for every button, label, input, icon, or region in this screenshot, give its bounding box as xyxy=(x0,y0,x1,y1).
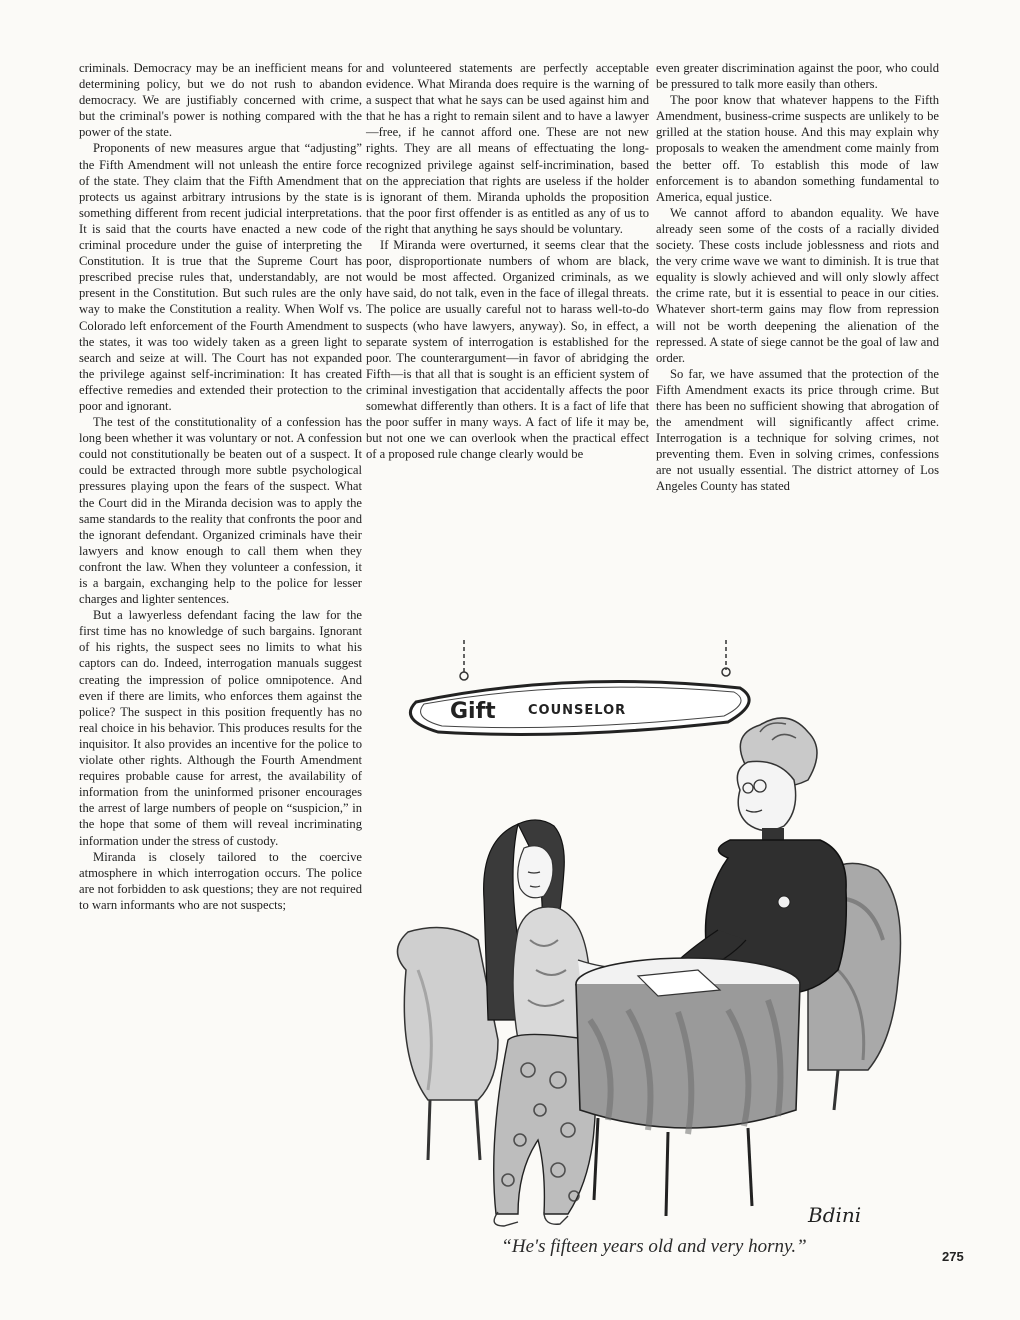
paragraph: If Miranda were overturned, it seems clear that the poor, disproportionate numbers of whom are black, would be most affected. Organized criminals, as we have said, do not talk, even in the face of illegal threats. The police are usually careful not to harass well-to-do suspects (who have lawyers, anyway). So, in effect, a separate system of interrogation is established for the poor. The counterargument—in favor of abridging the Fifth—is that all that is sought is an efficient system of criminal investigation that accidentally affects the poor somewhat differently than others. It is a fact of life that the poor suffer in many ways. A fact of life it may be, but not one we can overlook when the practical effect of a proposed rule change clearly would be xyxy=(366,238,649,462)
gift-counselor-sign xyxy=(410,640,749,734)
paragraph: even greater discrimination against the poor, who could be pressured to talk more easily than others. xyxy=(656,61,939,92)
sign-text-counselor: COUNSELOR xyxy=(528,703,627,718)
counselor-woman xyxy=(657,718,846,994)
sign-text-gift: Gift xyxy=(450,699,496,724)
paragraph: The test of the constitutionality of a confession has long been whether it was voluntary or not. A confession could not constitutionally be beaten out of a suspect. It could be extracted through more subtle psychological pressures playing upon the fears of the suspect. What the Court did in the Miranda decision was to apply the same standards to the reality that confronts the poor and the ignorant defendant. Organized criminals have their lawyers and know enough to call them when they confront the law. When they volunteer a confession, it is a bargain, exchanging help to the police for lesser charges and lighter sentences. xyxy=(79,415,362,607)
paragraph: Miranda is closely tailored to the coercive atmosphere in which interrogation occurs. The police are not forbidden to ask questions; they are not required to warn informants who are not suspects; xyxy=(79,849,362,912)
cartoon-caption: “He's fifteen years old and very horny.” xyxy=(501,1236,807,1257)
left-chair xyxy=(397,928,498,1161)
paragraph: and volunteered statements are perfectly acceptable evidence. What Miranda does require is the warning of a suspect that what he says can be used against him and that he has a right to remain silent and to have a lawyer—free, if he cannot afford one. These are not new rights. They are all means of effectuating the long-recognized privilege against self-incrimination, based on the appreciation that rights are useless if the holder is ignorant of them. Miranda upholds the proposition that the poor first offender is as entitled as any of us to the right that anything he says should be voluntary. xyxy=(366,61,649,236)
round-table xyxy=(576,958,800,1216)
paragraph: The poor know that whatever happens to the Fifth Amendment, business-crime suspects are unlikely to be grilled at the station house. And this may explain why proposals to weaken the amendment come mainly from the better off. To establish this mode of law enforcement is to abandon something fundamental to America, equal justice. xyxy=(656,93,939,204)
artist-signature: Bdini xyxy=(808,1203,862,1227)
paragraph: Proponents of new measures argue that “adjusting” the Fifth Amendment will not unleash the entire force of the state. They claim that the Fifth Amendment that protects us against arbitrary intrusions by the state is something different from recent judicial interpretations. It is said that the courts have enacted a new code of criminal procedure under the guise of interpreting the Constitution. It is true that the Supreme Court has prescribed precise rules that, understandably, are not present in the Constitution. But such rules are the only way to make the Constitution a reality. When Wolf vs. Colorado left enforcement of the Fourth Amendment to the states, it was too widely taken as a green light to search and seize at will. The Court has not expanded the privilege against self-incrimination: It has created effective remedies and extended their protection to the poor and ignorant. xyxy=(79,141,362,413)
article-column-1 xyxy=(79,60,362,913)
paragraph: We cannot afford to abandon equality. We have already seen some of the costs of a racially divided society. These costs include joblessness and riots and the very crime wave we want to diminish. It is true that equality is slowly achieved and will only slowly affect the crime rate, but it is essential to peace in our cities. Whatever short-term gains may flow from repression will not be worth deepening the alienation of the repressed. A state of siege cannot be the goal of law and order. xyxy=(656,205,939,365)
paragraph: criminals. Democracy may be an inefficient means for determining policy, but we do not rush to abandon democracy. We are justifiably concerned with crime, but the criminal's power is nothing compared with the power of the state. xyxy=(79,61,362,140)
page-number: 275 xyxy=(942,1249,964,1264)
cartoon-illustration xyxy=(368,640,940,1232)
article-column-3 xyxy=(656,60,939,495)
paragraph: But a lawyerless defendant facing the law for the first time has no knowledge of such bargains. Ignorant of his rights, the suspect sees no limits to what his captors can do. Indeed, interrogation manuals suggest creating the impression of police omnipotence. And even if there are limits, who enforces them against the police? The suspect in this position frequently has no real choice in his behavior. This produces results for the inquisitor. It also provides an incentive for the police to violate other rights. Although the Fourth Amendment requires probable cause for arrest, the availability of information from the uninformed prisoner encourages the arrest of large numbers of people on “suspicion,” in the hope that some of them will reveal incriminating information under the stress of custody. xyxy=(79,608,362,848)
paragraph: So far, we have assumed that the protection of the Fifth Amendment exacts its price through crime. But there has been no sufficient showing that abrogation of the amendment will significantly affect crime. Interrogation is a technique for solving crimes, not preventing them. Even in solving crimes, confessions are not usually essential. The district attorney of Los Angeles County has stated xyxy=(656,366,939,494)
article-column-2 xyxy=(366,60,649,462)
